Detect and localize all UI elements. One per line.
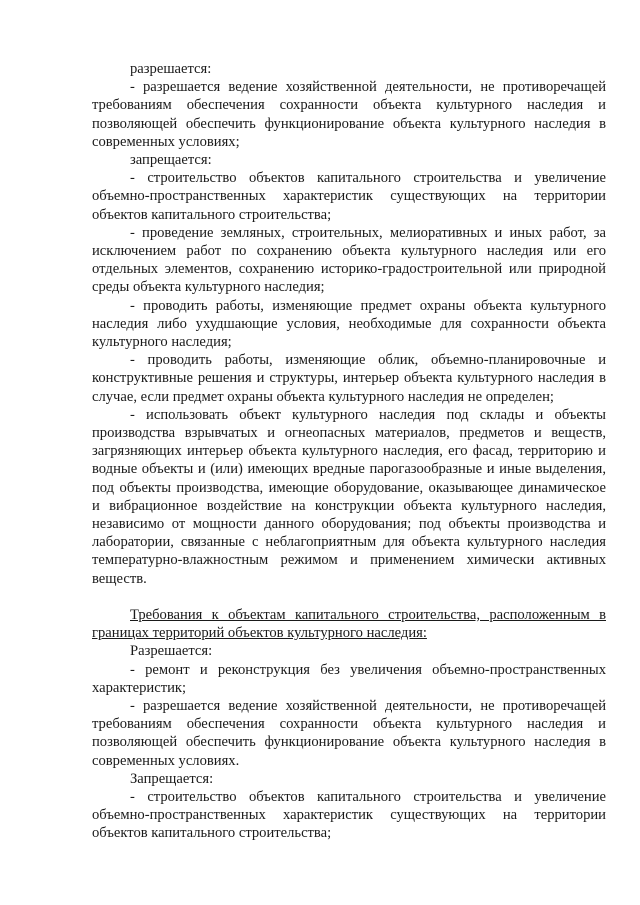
forbidden-item: - проводить работы, изменяющие облик, объемно-планировочные и конструктивные решения и структуры, интерьер объекта культурного наследия в случае, если предмет охраны объекта культурного наследия не определен; <box>92 352 606 405</box>
forbidden-label: запрещается: <box>130 152 212 169</box>
allowed-item: - разрешается ведение хозяйственной деятельности, не противоречащей требованиям обеспечения сохранности объекта культурного наследия и позволяющей обеспечить функционирование объекта культурного наследия в современных условиях; <box>92 79 606 150</box>
allowed-label: Разрешается: <box>130 643 213 660</box>
forbidden-item: - строительство объектов капитального строительства и увеличение объемно-пространственных характеристик существующих на территории объектов капитального строительства; <box>92 788 606 842</box>
forbidden-item: - строительство объектов капитального строительства и увеличение объемно-пространственных характеристик существующих на территории объектов капитального строительства; <box>92 170 606 223</box>
allowed-item: - ремонт и реконструкция без увеличения объемно-пространственных характеристик; <box>92 661 606 696</box>
section-heading: Требования к объектам капитального строительства, расположенным в границах территорий объектов культурного наследия: <box>92 606 606 642</box>
allowed-item: - разрешается ведение хозяйственной деятельности, не противоречащей требованиям обеспечения сохранности объекта культурного наследия и позволяющей обеспечить функционирование объекта культурного наследия в современных условиях. <box>92 697 606 769</box>
forbidden-label: Запрещается: <box>130 770 214 787</box>
forbidden-item: - проведение земляных, строительных, мелиоративных и иных работ, за исключением работ по сохранению объекта культурного наследия или его отдельных элементов, сохранению историко-градостроительной или природной среды объекта культурного наследия; <box>92 224 606 296</box>
allowed-label: разрешается: <box>130 61 212 77</box>
forbidden-item: - проводить работы, изменяющие предмет охраны объекта культурного наследия либо ухудшающие условия, необходимые для сохранности объекта культурного наследия; <box>92 297 606 351</box>
forbidden-item: - использовать объект культурного наследия под склады и объекты производства взрывчатых и огнеопасных материалов, предметов и веществ, загрязняющих интерьер объекта культурного наследия, его фасад, территорию и водные объекты и (или) имеющих вредные парогазообразные и иные выделения, под объекты производства, имеющие оборудование, оказывающее динамическое и вибрационное воздействие на конструкции объекта культурного наследия, независимо от мощности данного оборудования; под объекты производства и лаборатории, связанные с неблагоприятным для объекта культурного наследия температурно-влажностным режимом и применением химически активных веществ. <box>92 406 606 587</box>
